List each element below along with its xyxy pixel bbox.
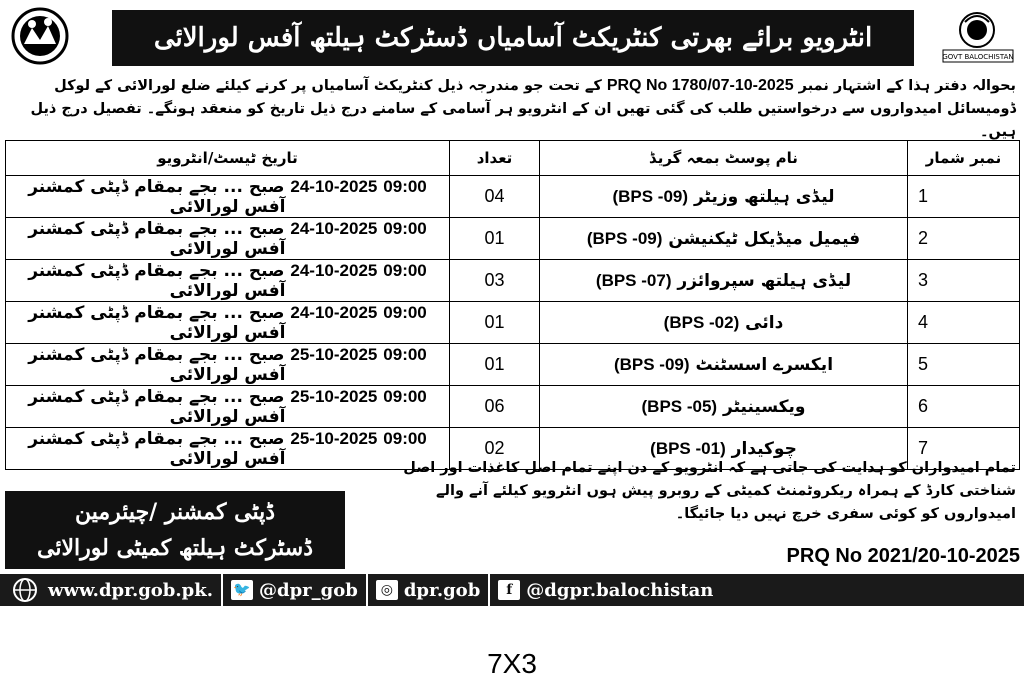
interview-venue: صبح ... بجے بمقام ڈپٹی کمشنر آفس لورالائی <box>28 429 286 469</box>
cell-post <box>540 176 908 218</box>
post-name: چوکیدار <box>731 438 797 459</box>
twitter-text: @dpr_gob <box>258 579 358 601</box>
cell-post <box>540 302 908 344</box>
post-grade: (BPS -09) <box>613 355 690 374</box>
cell-date <box>6 386 450 428</box>
table-header-row <box>6 141 1020 176</box>
table-row <box>6 386 1020 428</box>
cell-serial: 1 <box>908 176 1020 218</box>
district-emblem-logo <box>10 6 70 66</box>
facebook-item[interactable] <box>490 574 721 606</box>
header-serial: نمبر شمار <box>908 141 1020 176</box>
post-name: فیمیل میڈیکل ٹیکنیشن <box>668 228 861 249</box>
post-grade: (BPS -09) <box>586 228 663 248</box>
twitter-icon: 🐦 <box>231 580 253 600</box>
globe-icon <box>8 577 42 603</box>
table-row <box>6 260 1020 302</box>
facebook-icon: f <box>498 580 520 600</box>
table-row <box>6 218 1020 260</box>
cell-post <box>540 344 908 386</box>
interview-venue: صبح ... بجے بمقام ڈپٹی کمشنر آفس لورالائی <box>28 177 286 217</box>
instagram-text: dpr.gob <box>403 579 481 601</box>
cell-post <box>540 260 908 302</box>
interview-time: 09:00 <box>383 219 427 238</box>
interview-venue: صبح ... بجے بمقام ڈپٹی کمشنر آفس لورالائی <box>28 387 286 427</box>
cell-serial: 2 <box>908 218 1020 260</box>
emblem-caption: GOVT BALOCHISTAN <box>942 53 1014 61</box>
post-name: دائی <box>745 312 784 333</box>
cell-date <box>6 176 450 218</box>
signatory-line1: ڈپٹی کمشنر /چیئرمین <box>74 499 276 525</box>
size-code: 7X3 <box>487 648 537 679</box>
interview-time: 09:00 <box>383 261 427 280</box>
interview-venue: صبح ... بجے بمقام ڈپٹی کمشنر آفس لورالائی <box>28 345 286 385</box>
interview-venue: صبح ... بجے بمقام ڈپٹی کمشنر آفس لورالائی <box>28 261 286 301</box>
cell-date <box>6 302 450 344</box>
interview-venue: صبح ... بجے بمقام ڈپٹی کمشنر آفس لورالائی <box>28 303 286 343</box>
prq-number: PRQ No 2021/20-10-2025 <box>786 545 1020 567</box>
post-grade: (BPS -07) <box>595 271 672 290</box>
cell-quantity: 02 <box>450 428 540 470</box>
facebook-text: @dgpr.balochistan <box>526 579 714 601</box>
cell-quantity: 06 <box>450 386 540 428</box>
instruction-note: تمام امیدواران کو ہدایت کی جاتی ہے کہ انٹرویو کے دن اپنے تمام اصل کاغذات اور اصل شناختی کارڈ کے ہمراہ ریکروٹمنٹ کمیٹی کے روبرو پیش ہوں انٹرویو کیلئے آنے والے امیدواروں کو کوئی سفری خرچ نہیں دیا جائیگا۔ <box>403 460 1016 522</box>
interview-time: 09:00 <box>383 177 427 196</box>
table-row <box>6 344 1020 386</box>
website-item[interactable] <box>0 574 221 606</box>
interview-time: 09:00 <box>383 345 427 364</box>
interview-date: 25-10-2025 <box>290 387 378 406</box>
cell-date <box>6 260 450 302</box>
cell-post <box>540 386 908 428</box>
interview-date: 25-10-2025 <box>290 429 378 448</box>
interview-time: 09:00 <box>383 387 427 406</box>
cell-post <box>540 218 908 260</box>
instagram-item[interactable] <box>368 574 488 606</box>
cell-quantity: 01 <box>450 302 540 344</box>
cell-serial: 5 <box>908 344 1020 386</box>
post-name: لیڈی ہیلتھ وزیٹر <box>693 187 835 207</box>
header-quantity: تعداد <box>450 141 540 176</box>
intro-prq-number: PRQ No 1780/07-10-2025 <box>606 77 794 94</box>
interview-time: 09:00 <box>383 429 427 448</box>
social-footer <box>0 574 1024 606</box>
intro-text-part1: بحوالہ دفتر ہذا کے اشتہار نمبر <box>798 78 1016 94</box>
interview-date: 25-10-2025 <box>290 345 378 364</box>
cell-quantity: 03 <box>450 260 540 302</box>
signatory-block <box>5 491 345 569</box>
header-post: نام پوسٹ بمعہ گریڈ <box>540 141 908 176</box>
cell-date <box>6 218 450 260</box>
interview-date: 24-10-2025 <box>290 177 378 196</box>
interview-date: 24-10-2025 <box>290 219 378 238</box>
cell-serial: 4 <box>908 302 1020 344</box>
post-name: ویکسینیٹر <box>723 396 806 417</box>
cell-date <box>6 344 450 386</box>
intro-paragraph <box>8 74 1016 144</box>
header-date: تاریخ ٹیسٹ/انٹرویو <box>6 141 450 176</box>
post-grade: (BPS -01) <box>650 438 726 458</box>
post-name: ایکسرے اسسٹنٹ <box>695 355 834 375</box>
website-text: www.dpr.gob.pk. <box>48 579 213 601</box>
intro-text-part2: کے تحت جو مندرجہ ذیل کنٹریکٹ آسامیاں پر کرنے کیلئے ضلع لورالائی کے لوکل ڈومیسائل امیدواروں سے درخواستیں طلب کی گئی تھیں ان کے انٹرویو ہر آسامی کے سامنے درج ذیل تاریخ کو منعقد ہونگے۔ تفصیل درج ذیل ہیں۔ <box>30 78 1016 140</box>
cell-serial: 6 <box>908 386 1020 428</box>
post-grade: (BPS -02) <box>663 312 740 332</box>
interview-date: 24-10-2025 <box>290 261 378 280</box>
cell-serial: 7 <box>908 428 1020 470</box>
cell-quantity: 04 <box>450 176 540 218</box>
signatory-line2: ڈسٹرکٹ ہیلتھ کمیٹی لورالائی <box>36 535 314 561</box>
posts-table <box>5 140 1020 470</box>
post-grade: (BPS -05) <box>641 396 718 416</box>
cell-quantity: 01 <box>450 344 540 386</box>
twitter-item[interactable] <box>223 574 366 606</box>
cell-quantity: 01 <box>450 218 540 260</box>
interview-date: 24-10-2025 <box>290 303 378 322</box>
table-row <box>6 302 1020 344</box>
interview-venue: صبح ... بجے بمقام ڈپٹی کمشنر آفس لورالائی <box>28 219 286 259</box>
page-title: انٹرویو برائے بھرتی کنٹریکٹ آسامیاں ڈسٹرکٹ ہیلتھ آفس لورالائی <box>112 10 914 66</box>
table-row <box>6 176 1020 218</box>
cell-serial: 3 <box>908 260 1020 302</box>
post-grade: (BPS -09) <box>612 187 689 206</box>
instagram-icon: ◎ <box>376 580 398 600</box>
balochistan-emblem-logo <box>935 6 1020 66</box>
post-name: لیڈی ہیلتھ سپروائزر <box>677 271 852 291</box>
interview-time: 09:00 <box>383 303 427 322</box>
